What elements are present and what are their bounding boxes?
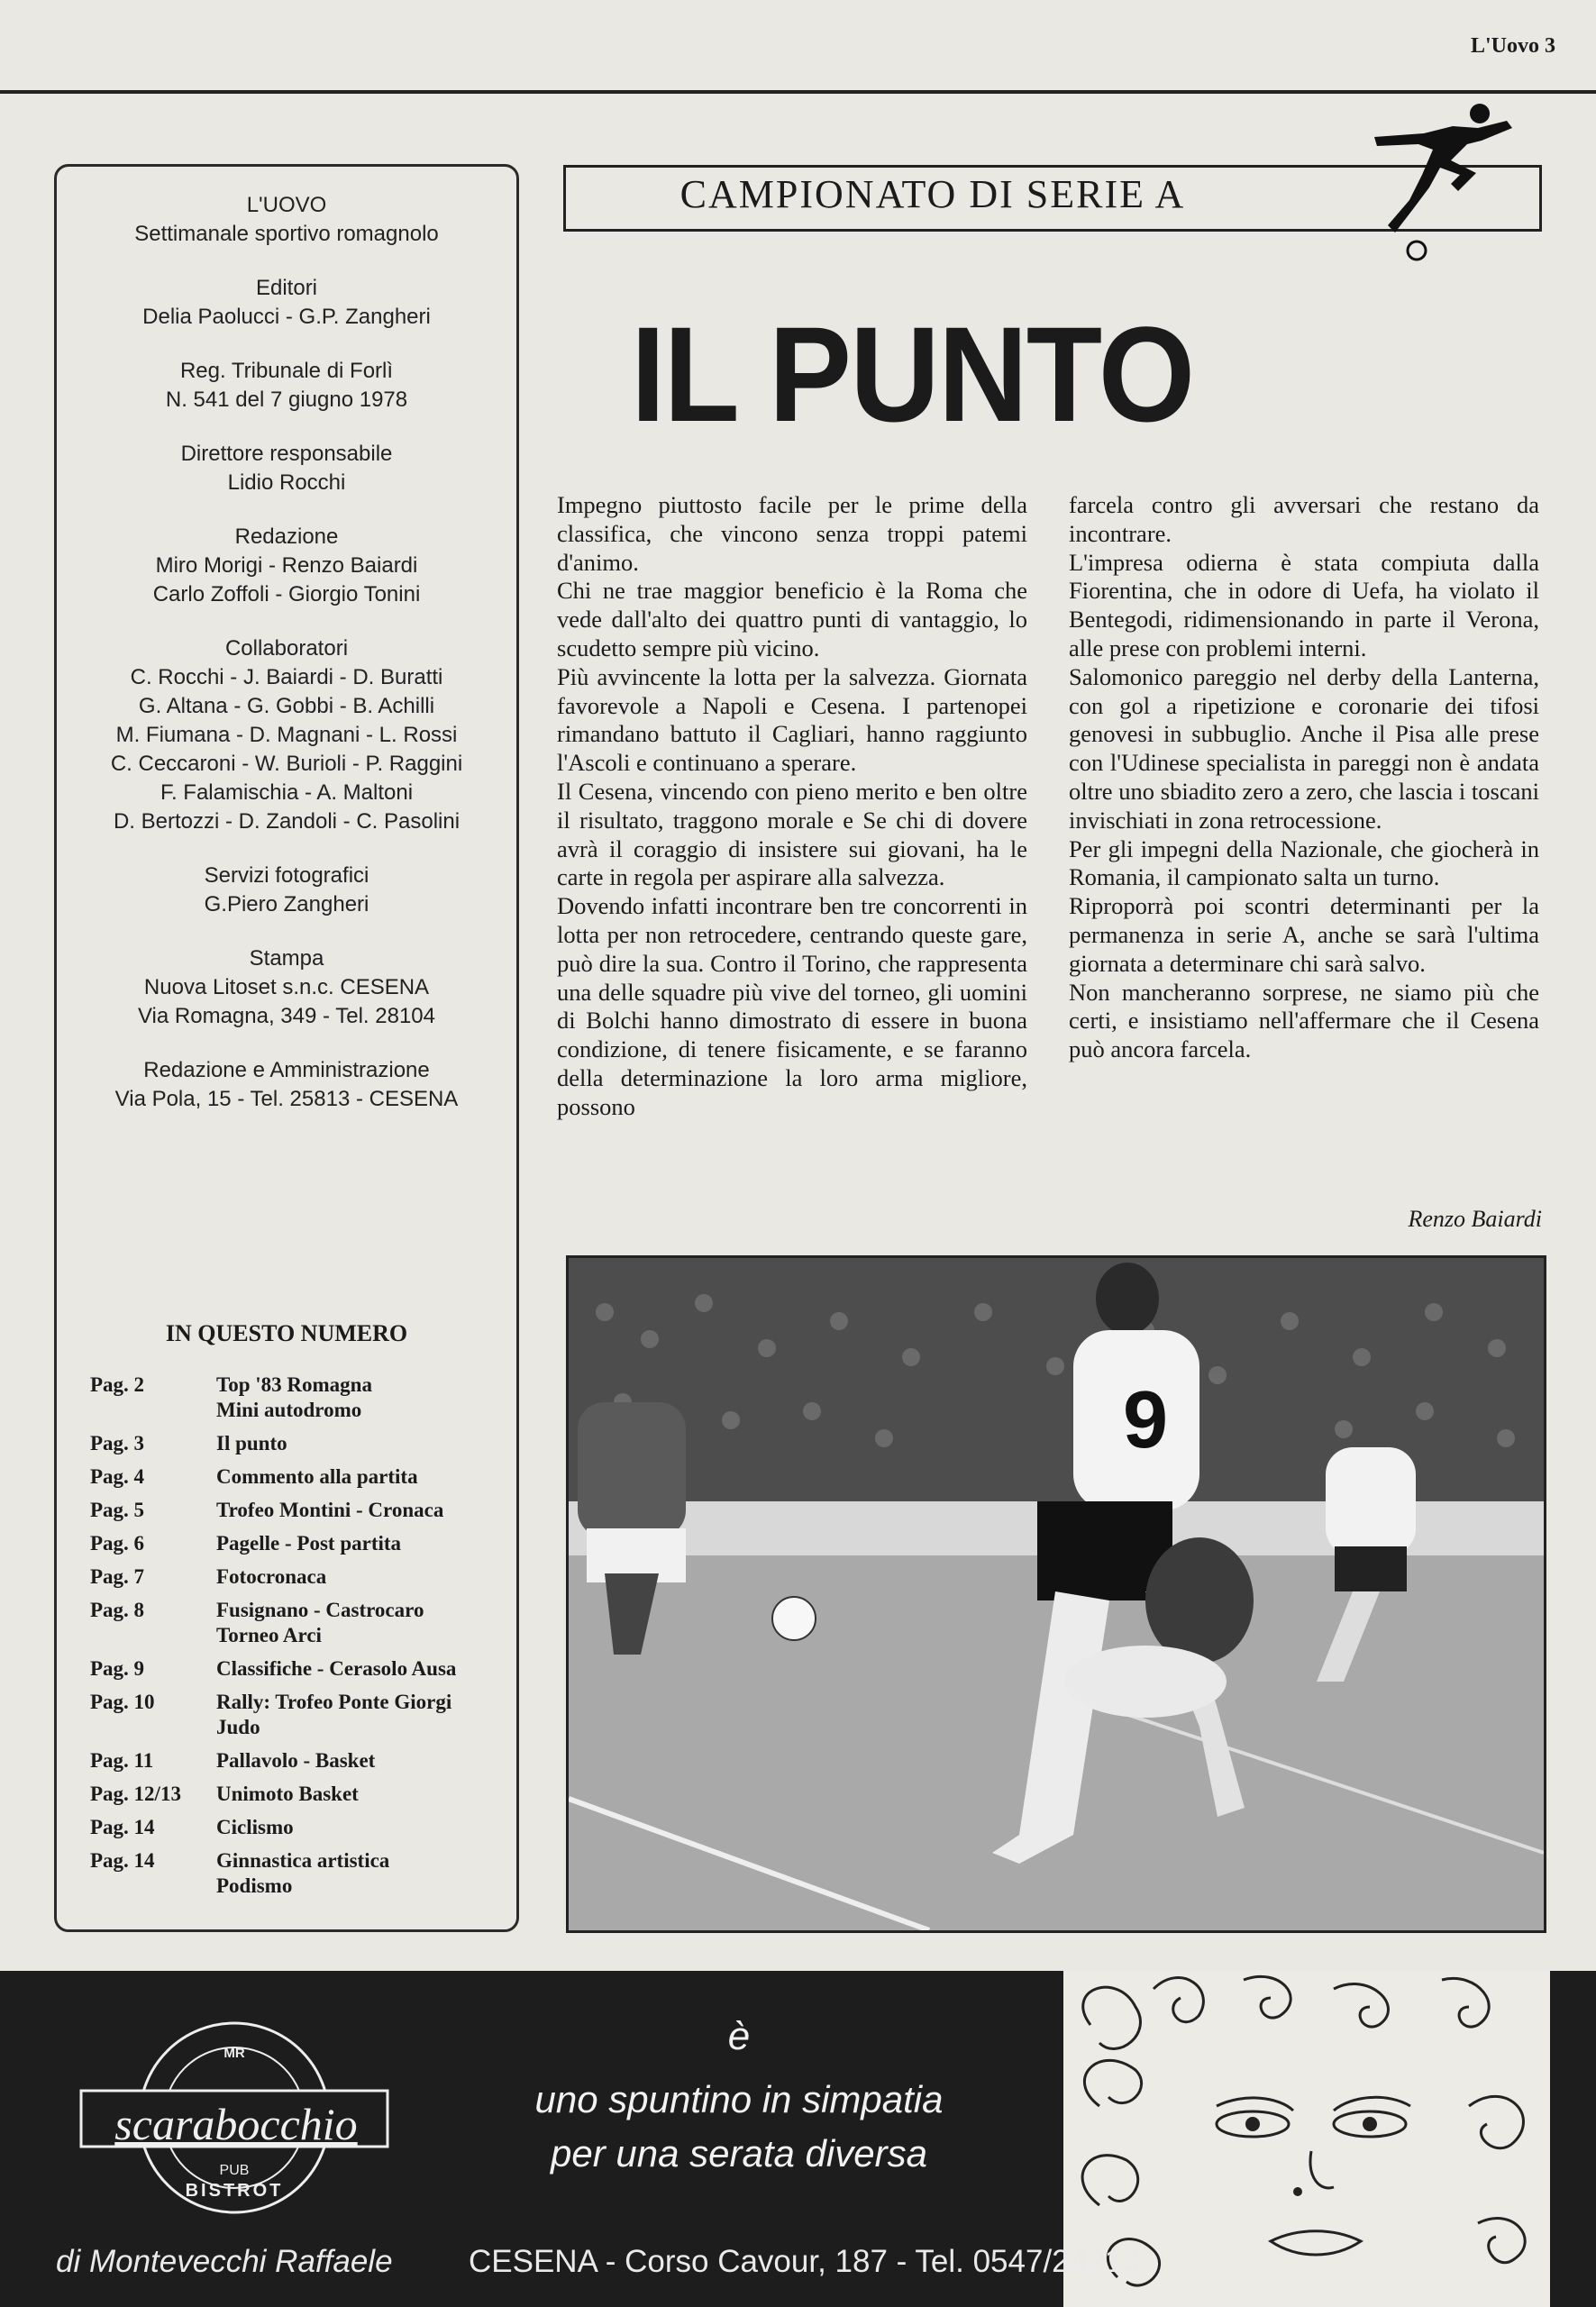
article-paragraph: Non mancheranno sorprese, ne siamo più che certi, e insistiamo nell'affermare che il Cesena può ancora farcela. <box>1069 978 1539 1063</box>
colophon-line: C. Ceccaroni - W. Burioli - P. Raggini <box>110 752 463 776</box>
toc-page: Pag. 4 <box>90 1465 145 1488</box>
article-paragraph: Salomonico pareggio nel derby della Lanterna, con gol a ripetizione e coronarie dei tifosi genovesi in subbuglio. Anche il Pisa alle prese con l'Udinese specialista in pareggi non è andata oltre uno sbiadito zero a zero, che lascia i toscani invischiati in zona retrocessione. <box>1069 662 1539 834</box>
article-paragraph: Riproporrà poi scontri determinanti per la permanenza in serie A, anche se sarà l'ultima giornata a determinare chi sarà salvo. <box>1069 892 1539 977</box>
colophon-line: D. Bertozzi - D. Zandoli - C. Pasolini <box>113 809 461 834</box>
toc-item <box>90 1656 514 1682</box>
top-rule <box>0 90 1596 94</box>
colophon-line: Nuova Litoset s.n.c. CESENA <box>143 975 430 999</box>
toc-title-entry: Unimoto Basket <box>216 1783 359 1805</box>
article-paragraph: Dovendo infatti incontrare ben tre concorrenti in lotta per non retrocedere, centrando queste gare, può dire la sua. Contro il Torino, che rappresenta una delle squadre più vive del torneo, gli uomini di Bolchi hanno dimostrato di essere in buona condizione, di tenere fisicamente, e se faranno della determinazione la loro arma migliore, possono <box>557 892 1027 1120</box>
colophon-heading: Servizi fotografici <box>204 863 369 888</box>
colophon-block <box>54 1056 519 1114</box>
colophon-heading: Stampa <box>249 946 324 971</box>
colophon-block <box>54 862 519 919</box>
advert-line-3: per una serata diversa <box>551 2132 927 2175</box>
toc-title: IN QUESTO NUMERO <box>165 1320 408 1346</box>
footballer-icon <box>1370 101 1532 263</box>
toc-title-entry: Fotocronaca <box>216 1565 327 1588</box>
article-column-2 <box>1069 491 1539 1064</box>
article-title: IL PUNTO <box>631 298 1194 450</box>
toc-title-entry: Classifiche - Cerasolo Ausa <box>216 1657 457 1680</box>
toc-page: Pag. 5 <box>90 1499 145 1521</box>
article-paragraph: Per gli impegni della Nazionale, che giocherà in Romania, il campionato salta un turno. <box>1069 834 1539 891</box>
toc-item <box>90 1431 514 1456</box>
match-photo <box>566 1255 1546 1933</box>
toc-item <box>90 1598 514 1648</box>
advert-slogan <box>478 2073 1000 2181</box>
colophon-line: Via Pola, 15 - Tel. 25813 - CESENA <box>114 1087 459 1111</box>
toc-page: Pag. 2 <box>90 1373 145 1396</box>
section-title: CAMPIONATO DI SERIE A <box>679 172 1186 216</box>
colophon-heading: L'UOVO <box>246 193 327 217</box>
article-paragraph: Impegno piuttosto facile per le prime della classifica, che vincono senza troppi patemi d'animo. <box>557 491 1027 576</box>
toc-item <box>90 1848 514 1899</box>
colophon-line: Delia Paolucci - G.P. Zangheri <box>142 305 431 329</box>
toc-page: Pag. 12/13 <box>90 1783 181 1805</box>
colophon-line: C. Rocchi - J. Baiardi - D. Buratti <box>130 665 443 689</box>
colophon-heading: Editori <box>255 276 318 300</box>
colophon-block <box>54 191 519 249</box>
colophon-line: Carlo Zoffoli - Giorgio Tonini <box>152 582 421 606</box>
toc-page: Pag. 14 <box>90 1816 155 1838</box>
toc-item <box>90 1815 514 1840</box>
toc-page: Pag. 14 <box>90 1849 155 1872</box>
toc-item <box>90 1782 514 1807</box>
colophon <box>54 191 519 1139</box>
colophon-block <box>54 440 519 497</box>
toc-title-entry: Trofeo Montini - Cronaca <box>216 1499 444 1521</box>
colophon-block <box>54 634 519 836</box>
article-paragraph: Il Cesena, vincendo con pieno merito e ben oltre il risultato, traggono morale e Se chi di dovere avrà il coraggio di insistere sui giovani, ha le carte in regola per aspirare alla salvezza. <box>557 777 1027 891</box>
colophon-block <box>54 274 519 332</box>
toc-page: Pag. 11 <box>90 1749 154 1772</box>
colophon-line: Settimanale sportivo romagnolo <box>134 222 439 246</box>
table-of-contents <box>90 1372 514 1907</box>
colophon-line: G. Altana - G. Gobbi - B. Achilli <box>138 694 435 718</box>
toc-item <box>90 1372 514 1423</box>
toc-item <box>90 1564 514 1590</box>
colophon-line: F. Falamischia - A. Maltoni <box>160 780 414 805</box>
logo-mr-text: MR <box>223 2046 245 2061</box>
article-column-1 <box>557 491 1027 1122</box>
colophon-heading: Collaboratori <box>224 636 349 661</box>
toc-title-entry: Il punto <box>216 1432 287 1454</box>
toc-page: Pag. 9 <box>90 1657 145 1680</box>
toc-title-entry: Fusignano - Castrocaro Torneo Arci <box>216 1599 424 1646</box>
colophon-block <box>54 944 519 1031</box>
football-match-illustration <box>569 1258 1544 1930</box>
toc-page: Pag. 3 <box>90 1432 145 1454</box>
page-number-header: L'Uovo 3 <box>1470 34 1555 58</box>
toc-page: Pag. 10 <box>90 1691 155 1713</box>
colophon-line: N. 541 del 7 giugno 1978 <box>165 388 408 412</box>
colophon-line: G.Piero Zangheri <box>204 892 369 916</box>
colophon-heading: Direttore responsabile <box>180 442 393 466</box>
toc-item <box>90 1690 514 1740</box>
toc-title-entry: Pallavolo - Basket <box>216 1749 376 1772</box>
toc-title-entry: Ginnastica artistica Podismo <box>216 1849 390 1897</box>
advert-line-2: uno spuntino in simpatia <box>534 2078 944 2120</box>
advert-address: CESENA - Corso Cavour, 187 - Tel. 0547/24213 <box>469 2244 1140 2279</box>
toc-page: Pag. 6 <box>90 1532 145 1555</box>
article-paragraph: Più avvincente la lotta per la salvezza. Giornata favorevole a Napoli e Cesena. I partenopei rimandano battuto il Cagliari, hanno raggiunto l'Ascoli e continuano a sperare. <box>557 662 1027 777</box>
article-paragraph: farcela contro gli avversari che restano da incontrare. <box>1069 491 1539 547</box>
colophon-line: Lidio Rocchi <box>227 470 346 495</box>
toc-item <box>90 1498 514 1523</box>
toc-item <box>90 1464 514 1490</box>
svg-text:9: 9 <box>1123 1375 1169 1465</box>
colophon-line: Via Romagna, 349 - Tel. 28104 <box>137 1004 435 1028</box>
toc-title-entry: Ciclismo <box>216 1816 294 1838</box>
advert-line-1: è <box>727 2014 751 2058</box>
colophon-line: M. Fiumana - D. Magnani - L. Rossi <box>115 723 458 747</box>
colophon-heading: Redazione <box>234 524 339 549</box>
toc-title-entry: Commento alla partita <box>216 1465 418 1488</box>
toc-title-entry: Top '83 Romagna Mini autodromo <box>216 1373 372 1421</box>
toc-page: Pag. 7 <box>90 1565 145 1588</box>
colophon-block <box>54 523 519 609</box>
colophon-block <box>54 357 519 415</box>
article-paragraph: L'impresa odierna è stata compiuta dalla Fiorentina, che in odore di Uefa, ha violato il Bentegodi, ridimensionando in parte il Verona, alle prese con problemi interni. <box>1069 548 1539 661</box>
colophon-heading: Reg. Tribunale di Forlì <box>179 359 394 383</box>
logo-pub-text: PUB <box>219 2163 250 2178</box>
toc-title-entry: Rally: Trofeo Ponte Giorgi Judo <box>216 1691 452 1738</box>
toc-title-entry: Pagelle - Post partita <box>216 1532 402 1555</box>
colophon-line: Miro Morigi - Renzo Baiardi <box>155 553 418 578</box>
toc-item <box>90 1531 514 1556</box>
colophon-heading: Redazione e Amministrazione <box>143 1058 430 1082</box>
toc-page: Pag. 8 <box>90 1599 145 1621</box>
article-author: Renzo Baiardi <box>1408 1206 1542 1232</box>
advert-owner: di Montevecchi Raffaele <box>56 2244 393 2279</box>
logo-brand-name: scarabocchio <box>114 2099 358 2149</box>
toc-item <box>90 1748 514 1774</box>
logo-bistrot-text: BISTROT <box>185 2181 284 2201</box>
article-paragraph: Chi ne trae maggior beneficio è la Roma che vede dall'alto dei quattro punti di vantaggio, lo scudetto sempre più vicino. <box>557 577 1027 661</box>
